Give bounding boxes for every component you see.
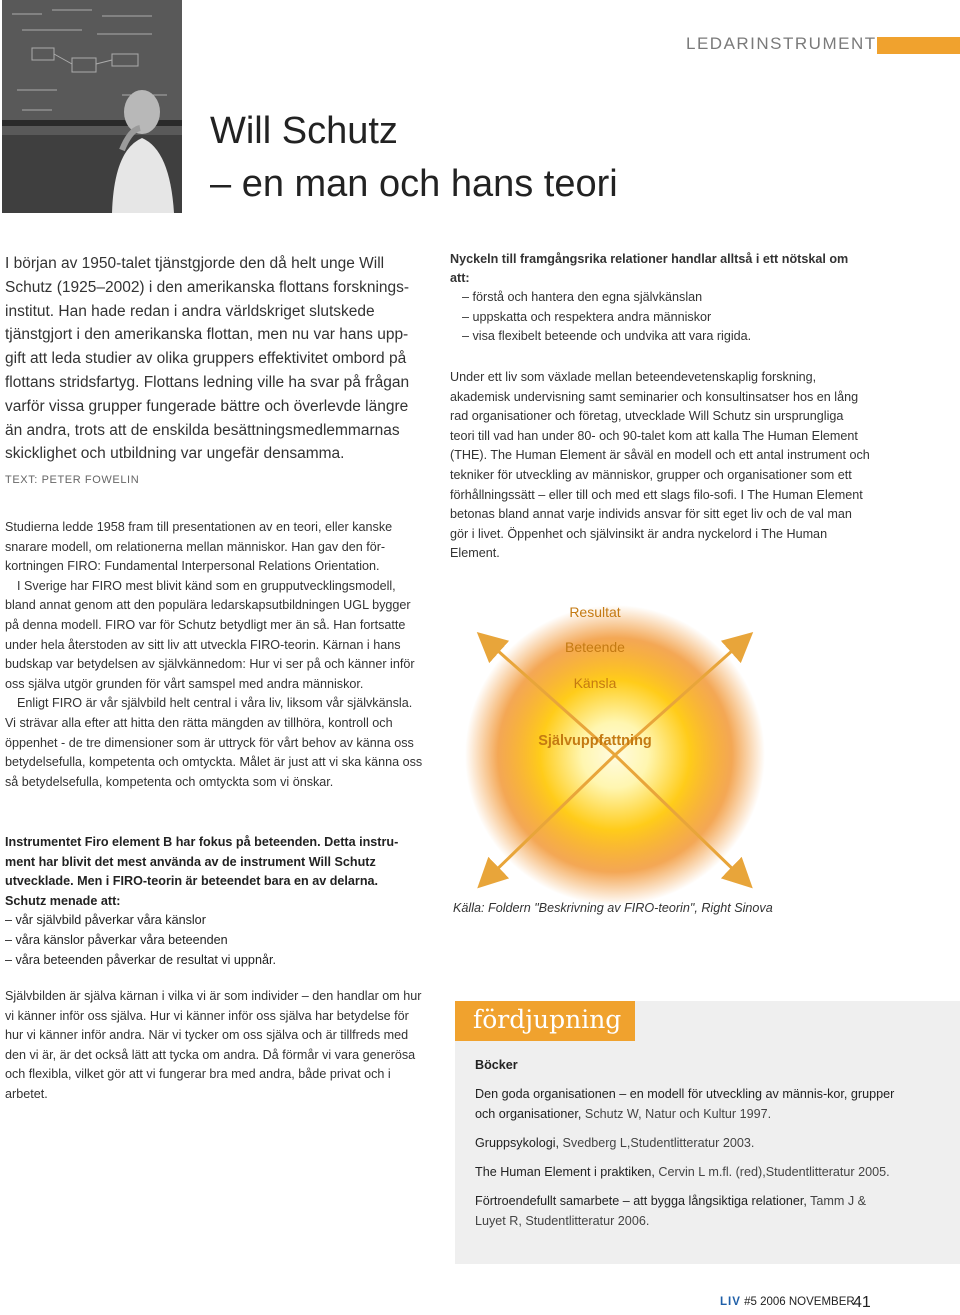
firo-diagram [450, 580, 770, 910]
sidebar-heading: fördjupning [473, 1005, 622, 1034]
intro-paragraph: I början av 1950-talet tjänstgjorde den då helt unge Will Schutz (1925–2002) i den amerikanska flottans forsknings-institut. Han hade redan i andra världskriget slutskede tjänstgjort i den amerikanska flottan, men nu var hans upp-gift att leda studier av olika gruppers effektivitet ombord på flottans stridsfartyg. Flottans ledning ville ha svar på frågan varför vissa grupper fungerade bättre och överlevde längre än andra, trots att de enskilda besättningsmedlemmarnas skicklighet och utbildning var ungefär densamma. [5, 255, 410, 463]
diagram-label-resultat: Resultat [569, 604, 621, 620]
diagram-label-sjalvuppfattning: Självuppfattning [538, 733, 652, 749]
diagram-label-beteende: Beteende [565, 639, 625, 655]
diagram-label-kansla: Känsla [573, 675, 617, 691]
byline: TEXT: PETER FOWELIN [5, 474, 140, 486]
book-details: Schutz W, Natur och Kultur 1997. [581, 1107, 772, 1121]
portrait-photo [2, 0, 182, 213]
photo-illustration [2, 0, 182, 213]
firo-bold-lead: Schutz menade att: [5, 893, 121, 908]
book-item [475, 1191, 895, 1231]
header-accent-bar [877, 37, 960, 54]
book-details: Tamm J & Luyet R, Studentlitteratur 2006. [475, 1194, 867, 1228]
firo-item: – vår självbild påverkar våra känslor [5, 913, 206, 928]
paragraph: I Sverige har FIRO mest blivit känd som en grupputvecklingsmodell, bland annat genom att den populära ledarskapsutbildningen UGL bygger på denna modell. FIRO var för Schutz betydligt mer än så. Han fortsatte under hela återstoden av sitt liv att utveckla FIRO-teorin. Kärnan i hans budskap var betydelsen av självkännedom: Hur vi ser på och känner inför oss själva utgör grunden för vårt samspel med andra människor. [5, 578, 415, 691]
column-2-text [450, 368, 870, 564]
sidebar-subheading: Böcker [475, 1058, 518, 1072]
book-details: Svedberg L,Studentlitteratur 2003. [559, 1136, 755, 1150]
key-item: – förstå och hantera den egna självkänslan [462, 290, 703, 305]
paragraph: Studierna ledde 1958 fram till presentationen av en teori, eller kanske snarare modell, om relationerna mellan människor. Han gav den för-kortningen FIRO: Fundamental Interpersonal Relations Orientation. [5, 520, 393, 574]
diagram-source: Källa: Foldern "Beskrivning av FIRO-teorin", Right Sinova [453, 901, 773, 915]
book-item [475, 1162, 895, 1182]
key-item: – visa flexibelt beteende och undvika att vara rigida. [462, 328, 752, 343]
paragraph: Självbilden är själva kärnan i vilka vi är som individer – den handlar om hur vi känner inför oss själva. Hur vi känner inför oss själva har betydelse för hur vi känner inför andra. När vi tycker om oss själva och är tillfreds med den vi är, är det också lätt att tycka om andra. Då förmår vi vara generösa och flexibla, vilket gör att vi fungerar bra med andra, både privat och i arbetet. [5, 989, 422, 1101]
book-details: Cervin L m.fl. (red),Studentlitteratur 2005. [654, 1165, 890, 1179]
issue-info: #5 2006 NOVEMBER [740, 1296, 855, 1308]
key-summary [450, 250, 870, 346]
key-item: – uppskatta och respektera andra människor [462, 309, 712, 324]
bottom-paragraph [5, 987, 423, 1105]
title-line-2: – en man och hans teori [210, 163, 618, 205]
sidebar-content [475, 1055, 895, 1240]
book-item [475, 1133, 895, 1153]
section-label: LEDARINSTRUMENT [686, 34, 877, 53]
book-title: Förtroendefullt samarbete – att bygga långsiktiga relationer, [475, 1194, 807, 1208]
firo-summary [5, 833, 415, 970]
firo-bold-text: Instrumentet Firo element B har fokus på beteenden. Detta instru-ment har blivit det mest använda av de instrument Will Schutz utvecklade. Men i FIRO-teorin är beteendet bara en av delarna. [5, 835, 399, 889]
column-1-text [5, 518, 423, 792]
key-summary-lead: Nyckeln till framgångsrika relationer handlar alltså i ett nötskal om att: [450, 252, 849, 286]
book-item [475, 1084, 895, 1124]
title-line-1: Will Schutz [210, 110, 398, 152]
book-title: The Human Element i praktiken, [475, 1165, 655, 1179]
book-title: Den goda organisationen – en modell för utveckling av männis-kor, grupper och organisationer, [475, 1087, 895, 1121]
footer [720, 1296, 855, 1308]
page-number: 41 [853, 1294, 871, 1311]
magazine-name: LIV [720, 1296, 741, 1308]
paragraph: Enligt FIRO är vår självbild helt central i våra liv, liksom vår självkänsla. Vi strävar alla efter att hitta den rätta mängden av tillhöra, kontroll och öppenhet - de tre dimensioner som är uttryck för vårt behov av känna oss betydelsefulla, kompetenta och omtyckta. Målet är just att vi ska känna oss så betydelsefulla, kompetenta och omtyckta som vi önskar. [5, 696, 423, 789]
firo-item: – våra känslor påverkar våra beteenden [5, 932, 228, 947]
paragraph: Under ett liv som växlade mellan beteendevetenskaplig forskning, akademisk undervisning samt seminarier och konsultinsatser hos en lång rad organisationer och företag, utvecklade Will Schutz sin ursprungliga teori till vad han under 80- och 90-talet kom att kalla The Human Element (THE). The Human Element är såväl en modell och ett antal instrument och tekniker för utveckling av människor, grupper och organisationer som ett förhållningssätt – eller till och med ett slags filo-sofi. I The Human Element betonas bland annat varje individs ansvar för sitt eget liv och de val man gör i livet. Öppenhet och självinsikt är andra nyckelord i The Human Element. [450, 370, 870, 561]
book-title: Gruppsykologi, [475, 1136, 559, 1150]
firo-item: – våra beteenden påverkar de resultat vi uppnår. [5, 952, 276, 967]
